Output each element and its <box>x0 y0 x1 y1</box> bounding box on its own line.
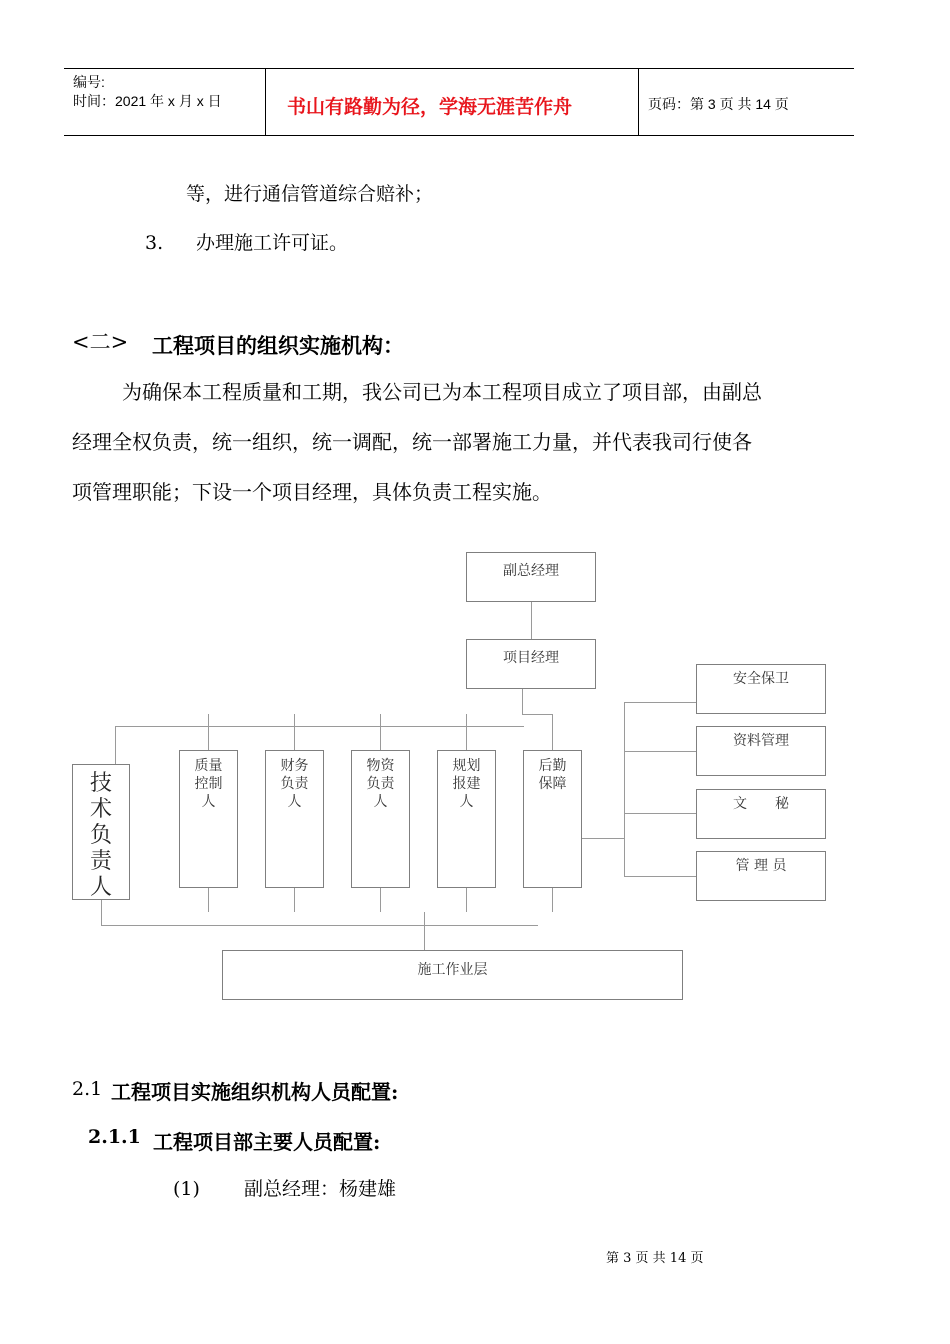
section-2-title: 工程项目的组织实施机构： <box>152 333 404 358</box>
section-2-mark: <二> <box>72 330 129 354</box>
connector-support-3 <box>624 813 696 814</box>
support-security-box <box>696 664 826 714</box>
dept-quality-box <box>179 750 238 888</box>
dept-logistics-line: 后勤 <box>538 758 567 774</box>
tech-lead-char: 责 <box>89 849 112 874</box>
connector-support-bus <box>624 702 625 876</box>
construction-layer-box <box>222 950 683 1000</box>
construction-layer-label: 施工作业层 <box>417 962 488 978</box>
connector-pm-branch <box>522 714 552 715</box>
header-divider-right <box>638 68 639 136</box>
header-top-border <box>64 68 854 69</box>
connector-dept1-top <box>208 714 209 750</box>
dept-materials-box <box>351 750 410 888</box>
support-secretary-box <box>696 789 826 839</box>
dept-finance-line: 负责 <box>280 776 309 792</box>
connector-dept2-top <box>294 714 295 750</box>
dept-planning-box <box>437 750 496 888</box>
dept-planning-line: 报建 <box>452 776 481 792</box>
dept-materials-line: 物资 <box>366 758 395 774</box>
connector-vicegm-pm <box>531 601 532 639</box>
dept-planning-line: 规划 <box>452 758 481 774</box>
connector-pm-down <box>522 688 523 715</box>
support-secretary-label: 文 秘 <box>733 796 789 812</box>
dept-materials-line: 负责 <box>366 776 395 792</box>
dept-finance-line: 财务 <box>280 758 309 774</box>
dept-logistics-box <box>523 750 582 888</box>
vice-gm-label: 副总经理 <box>503 563 559 579</box>
header-motto: 书山有路勤为径，学海无涯苦作舟 <box>287 96 573 118</box>
header-number-label: 编号: <box>73 74 105 90</box>
support-records-box <box>696 726 826 776</box>
dept-planning-line: 人 <box>459 794 474 810</box>
project-manager-box <box>466 639 596 689</box>
connector-support-4 <box>624 876 696 877</box>
section-21-number: 2.1 <box>72 1078 103 1100</box>
section-211-number: 2.1.1 <box>88 1126 141 1148</box>
paragraph-line-3: 项管理职能；下设一个项目经理，具体负责工程实施。 <box>72 480 552 504</box>
body-line-1: 等，进行通信管道综合赔补； <box>186 183 434 205</box>
connector-bottom-bus <box>101 925 538 926</box>
connector-tech-bottom <box>101 900 102 925</box>
item-1-number: (1) <box>173 1178 200 1200</box>
connector-layer-top <box>424 912 425 950</box>
vice-gm-box <box>466 552 596 602</box>
header-divider-left <box>265 68 266 136</box>
support-security-label: 安全保卫 <box>733 671 789 687</box>
connector-dept2-bottom <box>294 888 295 912</box>
item-3-number: 3. <box>145 232 164 254</box>
paragraph-line-1: 为确保本工程质量和工期，我公司已为本工程项目成立了项目部，由副总 <box>122 380 762 404</box>
section-21-title: 工程项目实施组织机构人员配置: <box>111 1080 399 1104</box>
dept-logistics-line: 保障 <box>538 776 567 792</box>
dept-finance-line: 人 <box>287 794 302 810</box>
header-time-label: 时间：2021 年 x 月 x 日 <box>73 93 222 109</box>
tech-lead-char: 负 <box>89 823 112 848</box>
connector-support-link <box>582 838 624 839</box>
dept-quality-line: 人 <box>201 794 216 810</box>
connector-dept-bus <box>115 726 524 727</box>
connector-dept1-bottom <box>208 888 209 912</box>
dept-finance-box <box>265 750 324 888</box>
support-records-label: 资料管理 <box>733 733 789 749</box>
item-1-text: 副总经理：杨建雄 <box>244 1178 397 1200</box>
tech-lead-char: 技 <box>89 771 112 796</box>
connector-dept5-bottom <box>552 888 553 912</box>
tech-lead-char: 人 <box>89 875 112 900</box>
support-admin-label: 管 理 员 <box>735 858 787 874</box>
connector-dept4-bottom <box>466 888 467 912</box>
dept-materials-line: 人 <box>373 794 388 810</box>
dept-quality-line: 控制 <box>194 776 223 792</box>
connector-dept4-top <box>466 714 467 750</box>
dept-quality-line: 质量 <box>194 758 223 774</box>
header-page-label: 页码：第 3 页 共 14 页 <box>648 96 789 112</box>
connector-support-2 <box>624 751 696 752</box>
connector-tech-top <box>115 726 116 764</box>
tech-lead-box <box>72 764 130 900</box>
connector-support-1 <box>624 702 696 703</box>
item-3-text: 办理施工许可证。 <box>196 232 349 254</box>
section-211-title: 工程项目部主要人员配置: <box>153 1130 381 1154</box>
connector-dept5-top <box>552 714 553 750</box>
page-footer: 第 3 页 共 14 页 <box>606 1251 704 1266</box>
tech-lead-char: 术 <box>89 797 112 822</box>
paragraph-line-2: 经理全权负责，统一组织，统一调配，统一部署施工力量，并代表我司行使各 <box>72 430 752 454</box>
connector-dept3-bottom <box>380 888 381 912</box>
project-manager-label: 项目经理 <box>503 650 559 666</box>
connector-dept3-top <box>380 714 381 750</box>
header-bottom-border <box>64 135 854 136</box>
support-admin-box <box>696 851 826 901</box>
